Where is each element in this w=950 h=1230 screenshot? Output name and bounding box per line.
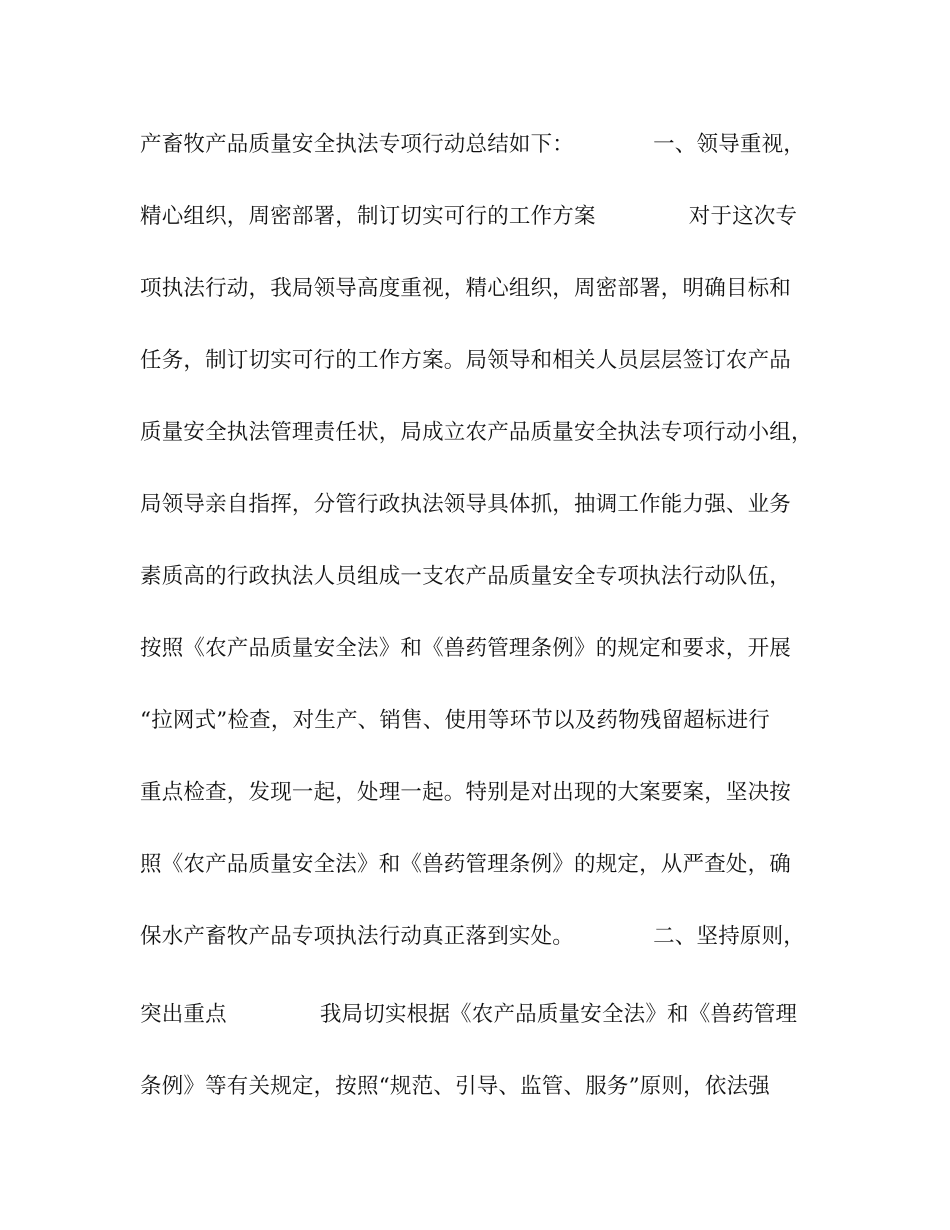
paragraph-line-9 [140, 704, 805, 738]
line-6-text: 局领导亲自指挥，分管行政执法领导具体抓，抽调工作能力强、业务 [140, 492, 792, 517]
line-2-right-text: 对于这次专 [688, 204, 798, 229]
paragraph-line-11 [140, 848, 805, 882]
paragraph-line-10 [140, 776, 805, 810]
paragraph-line-13 [140, 998, 805, 1032]
line-9-text: “拉网式”检查，对生产、销售、使用等环节以及药物残留超标进行 [140, 708, 770, 733]
paragraph-line-14 [140, 1070, 805, 1104]
line-1-right-text: 一、领导重视， [653, 132, 805, 157]
line-4-text: 任务，制订切实可行的工作方案。局领导和相关人员层层签订农产品 [140, 348, 792, 373]
line-12-left-text: 保水产畜牧产品专项执法行动真正落到实处。 [140, 924, 575, 949]
paragraph-line-7 [140, 560, 805, 594]
line-13-right-text: 我局切实根据《农产品质量安全法》和《兽药管理 [319, 1002, 798, 1027]
line-11-text: 照《农产品质量安全法》和《兽药管理条例》的规定，从严查处，确 [140, 852, 792, 877]
paragraph-line-12 [140, 920, 805, 954]
line-10-text: 重点检查，发现一起，处理一起。特别是对出现的大案要案，坚决按 [140, 780, 792, 805]
line-1-left-text: 产畜牧产品质量安全执法专项行动总结如下： [140, 132, 575, 157]
line-8-text: 按照《农产品质量安全法》和《兽药管理条例》的规定和要求，开展 [140, 636, 792, 661]
line-7-text: 素质高的行政执法人员组成一支农产品质量安全专项执法行动队伍， [140, 564, 792, 589]
line-5-text: 质量安全执法管理责任状，局成立农产品质量安全执法专项行动小组， [140, 420, 813, 445]
paragraph-line-6 [140, 488, 805, 522]
line-13-left-text: 突出重点 [140, 1002, 227, 1027]
line-2-left-text: 精心组织，周密部署，制订切实可行的工作方案 [140, 204, 596, 229]
paragraph-line-3 [140, 272, 805, 306]
line-3-text: 项执法行动，我局领导高度重视，精心组织，周密部署，明确目标和 [140, 276, 792, 301]
paragraph-line-8 [140, 632, 805, 666]
line-14-text: 条例》等有关规定，按照“规范、引导、监管、服务”原则，依法强 [140, 1074, 770, 1099]
paragraph-line-1 [140, 128, 805, 162]
paragraph-line-4 [140, 344, 805, 378]
paragraph-line-5 [140, 416, 813, 450]
line-12-right-text: 二、坚持原则， [653, 924, 805, 949]
paragraph-line-2 [140, 200, 805, 234]
